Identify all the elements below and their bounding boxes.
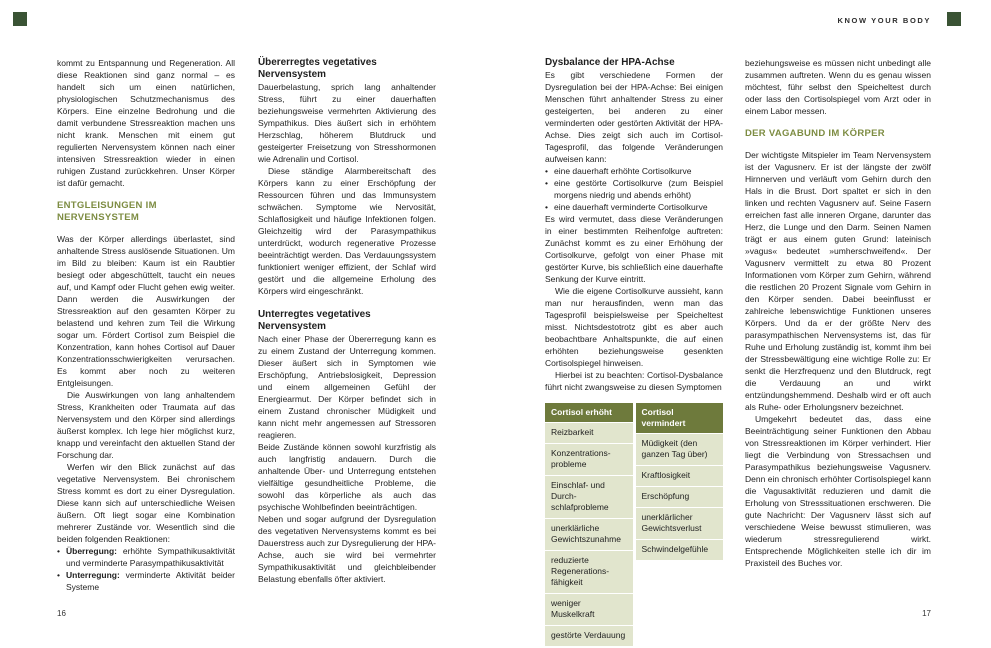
bullet-icon: • bbox=[57, 546, 60, 556]
cortisol-symptom-table bbox=[545, 403, 723, 646]
bullet-item bbox=[545, 177, 723, 201]
table-header: Cortisol vermindert bbox=[636, 403, 724, 433]
bullet-lead: Überregung: bbox=[66, 546, 117, 556]
bullet-item bbox=[57, 569, 235, 593]
paragraph: Hierbei ist zu beachten: Cortisol-Dysbalance führt nicht zwangsweise zu diesen Symptomen bbox=[545, 370, 723, 392]
table-cell: weniger Muskelkraft bbox=[545, 593, 633, 625]
section-heading: ENTGLEISUNGEN IM NERVENSYSTEM bbox=[57, 200, 157, 223]
running-header: KNOW YOUR BODY bbox=[837, 16, 931, 25]
table-column-cortisol-erhoeht bbox=[545, 403, 633, 646]
sub-heading: Übererregtes vegetatives Nervensystem bbox=[258, 57, 377, 80]
bullet-text: eine dauerhaft erhöhte Cortisolkurve bbox=[554, 166, 692, 176]
paragraph: Es gibt verschiedene Formen der Dysregulation bei der HPA-Achse: Bei einigen Menschen führt anhaltender Stress zu einer gesteigerten, bei anderen zu einer verminderten oder gestörten Aktivität der HPA-Achse. Dies zeigt sich auch im Cortisol-Tagesprofil, das folgende Veränderungen aufweisen kann: bbox=[545, 70, 723, 164]
paragraph: Die Auswirkungen von lang anhaltendem Stress, Krankheiten oder Traumata auf das Nervensystem und den Körper sind allerdings äußerst komplex. Ich lege hier möglichst kurz, knapp und vereinfacht den aktuellen Stand der Forschung dar. bbox=[57, 390, 235, 460]
paragraph: Neben und sogar aufgrund der Dysregulation des vegetativen Nervensystems kommt es bei Dauerstress auch zur Dysregulierung der HPA-Achse, auch sie wird bei vermehrter Sympathikusaktivität und gleichbleibender Belastung ebenfalls öfter aktiviert. bbox=[258, 514, 436, 584]
bullet-icon: • bbox=[545, 202, 548, 212]
table-cell: unerklärlicher Gewichtsverlust bbox=[636, 507, 724, 539]
paragraph: Beide Zustände können sowohl kurzfristig als auch langfristig andauern. Durch die anhaltende Über- und Unterregung entstehen vielfältige gesundheitliche Probleme, die sowohl das körperliche als auch das psychische Wohlbefinden beeinträchtigen. bbox=[258, 442, 436, 512]
bullet-lead: Unterregung: bbox=[66, 570, 120, 580]
paragraph: beziehungsweise es müssen nicht unbedingt alle zusammen auftreten. Wenn du es genau wissen möchtest, führ selbst den Speicheltest durch oder lass den Cortisolspiegel vom Arzt oder in einem Labor messen. bbox=[745, 58, 931, 116]
page-number-right: 17 bbox=[922, 609, 931, 618]
bullet-item bbox=[57, 545, 235, 569]
table-cell: Erschöpfung bbox=[636, 486, 724, 507]
paragraph: Dauerbelastung, sprich lang anhaltender Stress, führt zu einer dauerhaften beziehungsweise vermehrten Aktivierung des Sympathikus. Dies äußert sich in erhöhtem Herzschlag, höherem Blutdruck und gesteigerter Freisetzung von Stresshormonen wie Adrenalin und Cortisol. bbox=[258, 82, 436, 164]
table-cell: Müdigkeit (den ganzen Tag über) bbox=[636, 433, 724, 465]
table-column-cortisol-vermindert bbox=[636, 403, 724, 646]
sub-heading: Dysbalance der HPA-Achse bbox=[545, 57, 675, 68]
bullet-item bbox=[545, 165, 723, 177]
paragraph: Werfen wir den Blick zunächst auf das vegetative Nervensystem. Bei chronischem Stress kommt es dort zu einer Dysregulation. Diese kann sich auf unterschiedliche Weisen äußern. Oft liegt sogar eine Kombination mehrerer Zustände vor. Wesentlich sind die beiden folgenden Reaktionen: bbox=[57, 462, 235, 544]
page-number-left: 16 bbox=[57, 609, 66, 618]
table-cell: unerklärliche Gewichtszunahme bbox=[545, 518, 633, 550]
paragraph: Diese ständige Alarmbereitschaft des Körpers kann zu einer Erschöpfung der Ressourcen führen und das Immunsystem schwächen. Symptome wie Nervosität, Schlaflosigkeit und häufige Infektionen folgen. Gleichzeitig wird der Parasympathikus unterdrückt, wodurch regenerative Prozesse beeinträchtigt werden. Das Verdauungssystem funktioniert weniger effizient, der Schlaf wird gestört und die allgemeine Erholung des Körpers wird eingeschränkt. bbox=[258, 166, 436, 296]
bullet-text bbox=[66, 545, 235, 569]
paragraph: Nach einer Phase der Übererregung kann es zu einem Zustand der Unterregung kommen. Dieser äußert sich in Symptomen wie Erschöpfung, Antriebslosigkeit, Depression und einem allgemeinen Gefühl der Energiearmut. Der Körper befindet sich in einem Zustand chronischer Müdigkeit und kann nicht mehr angemessen auf Stressoren reagieren. bbox=[258, 334, 436, 440]
corner-accent-left bbox=[13, 12, 27, 26]
table-cell: gestörte Verdauung bbox=[545, 625, 633, 646]
column-left-page-2 bbox=[258, 57, 436, 585]
table-cell: Konzentrationsprobleme bbox=[545, 443, 633, 475]
paragraph: Es wird vermutet, dass diese Veränderungen in einer bestimmten Reihenfolge auftreten: Zunächst kommt es zu einer Erhöhung der Cortisolkurve, gefolgt von einer Phase mit gestörter Kurve, bis schließlich eine dauerhafte Senkung der Kurve eintritt. bbox=[545, 214, 723, 284]
sub-heading: Unterregtes vegetatives Nervensystem bbox=[258, 309, 371, 332]
section-heading: DER VAGABUND IM KÖRPER bbox=[745, 128, 885, 139]
bullet-icon: • bbox=[545, 166, 548, 176]
column-left-page-1 bbox=[57, 57, 235, 593]
paragraph: Umgekehrt bedeutet das, dass eine Beeinträchtigung seiner Funktionen den Abbau von Stressreaktionen im Körper verhindert. Hier liegt die Verbindung von Stressachsen und Parasympathikus beziehungsweise Vagusnerv. Denn ein chronisch erhöhter Cortisolspiegel kann die Vagusaktivität reduzieren und damit die Erholung von Stresssituationen erschweren. Die gute Nachricht: Der Vagusnerv lässt sich auf verschiedene Weise bewusst stimulieren, was wiederum stressregulierend wirkt. Entsprechende Möglichkeiten stelle ich dir im Praxisteil des Buches vor. bbox=[745, 414, 931, 568]
column-right-page-1 bbox=[545, 57, 723, 646]
column-right-page-2 bbox=[745, 57, 931, 569]
table-cell: reduzierte Regenerationsfähigkeit bbox=[545, 550, 633, 593]
table-header: Cortisol erhöht bbox=[545, 403, 633, 422]
table-cell: Reizbarkeit bbox=[545, 422, 633, 443]
paragraph: Der wichtigste Mitspieler im Team Nervensystem ist der Vagusnerv. Er ist der längste der zwölf Hirnnerven und verläuft vom Gehirn durch den Hals in die Brust. Dort spaltet er sich in den linken und rechten Vagusnerv auf. Seine Fasern erreichen fast alle inneren Organe, darunter das Herz, die Lunge und den Darm. Seinen Namen trägt er aus einem guten Grund: lateinisch »vagus« bedeutet »umherschweifend«. Der Vagusnerv vermittelt zu etwa 80 Prozent Informationen vom Körper zum Gehirn, während die restlichen 20 Prozent Signale vom Gehirn in den Körper senden. Dabei beeinflusst er zahlreiche lebenswichtige Funktionen unseres Körpers. Und da er der größte Nerv des parasympathischen Nervensystems ist, das für Ruhe und Erholung zuständig ist, kommt ihm bei der Stressbewältigung eine wichtige Rolle zu: Er senkt die Herzfrequenz und den Blutdruck, regt die Verdauung an und wirkt entzündungshemmend. Deshalb wird er oft auch als Ruhe- oder Erholungsnerv bezeichnet. bbox=[745, 150, 931, 412]
bullet-text bbox=[66, 569, 235, 593]
paragraph: Was der Körper allerdings überlastet, sind anhaltende Stress auslösende Situationen. Um im Bild zu bleiben: Kaum ist ein Raubtier besiegt oder abgeschüttelt, taucht ein neues auf, und Kampf oder Flucht gehen ewig weiter. Dann werden die Auswirkungen der Stressreaktion auf den gesamten Körper zu belastend und kehren zum Teil die Wirkung sogar um. Fördert Cortisol zum Beispiel die Konzentration, kann hohes Cortisol auf Dauer Konzentrationsschwierigkeiten verursachen. Es kommt aber noch zu weiteren Entgleisungen. bbox=[57, 234, 235, 388]
table-cell: Schwindelgefühle bbox=[636, 539, 724, 560]
corner-accent-right bbox=[947, 12, 961, 26]
bullet-icon: • bbox=[545, 178, 548, 188]
bullet-item bbox=[545, 201, 723, 213]
bullet-rest: erhöhte Sympathikusaktivität und verminderte Parasympathikusaktivität bbox=[66, 546, 235, 568]
table-cell: Kraftlosigkeit bbox=[636, 465, 724, 486]
bullet-text: eine gestörte Cortisolkurve (zum Beispiel morgens niedrig und abends erhöht) bbox=[554, 178, 723, 200]
paragraph: kommt zu Entspannung und Regeneration. All diese Reaktionen sind ganz normal – es handelt sich um einen natürlichen, physiologischen Schutzmechanismus des Körpers. Eine einzelne Bedrohung und die damit verbundene Stressreaktion machen uns nicht krank. Menschen mit einem gut regulierten Nervensystem können nach einer intensiven Stressreaktion wieder in einen ruhigen Zustand zurückkehren. Unser Körper ist dafür gemacht. bbox=[57, 58, 235, 188]
bullet-text: eine dauerhaft verminderte Cortisolkurve bbox=[554, 202, 708, 212]
bullet-rest: verminderte Aktivität beider Systeme bbox=[66, 570, 235, 592]
table-cell: Einschlaf- und Durchschlafprobleme bbox=[545, 475, 633, 518]
bullet-icon: • bbox=[57, 570, 60, 580]
paragraph: Wie die eigene Cortisolkurve aussieht, kann man nur herausfinden, wenn man das Tagesprofil beispielsweise per Speicheltest misst. Nichtsdestotrotz gibt es aber auch beobachtbare Anhaltspunkte, die auf einen erhöhten beziehungsweise gesenkten Cortisolspiegel hinweisen. bbox=[545, 286, 723, 368]
